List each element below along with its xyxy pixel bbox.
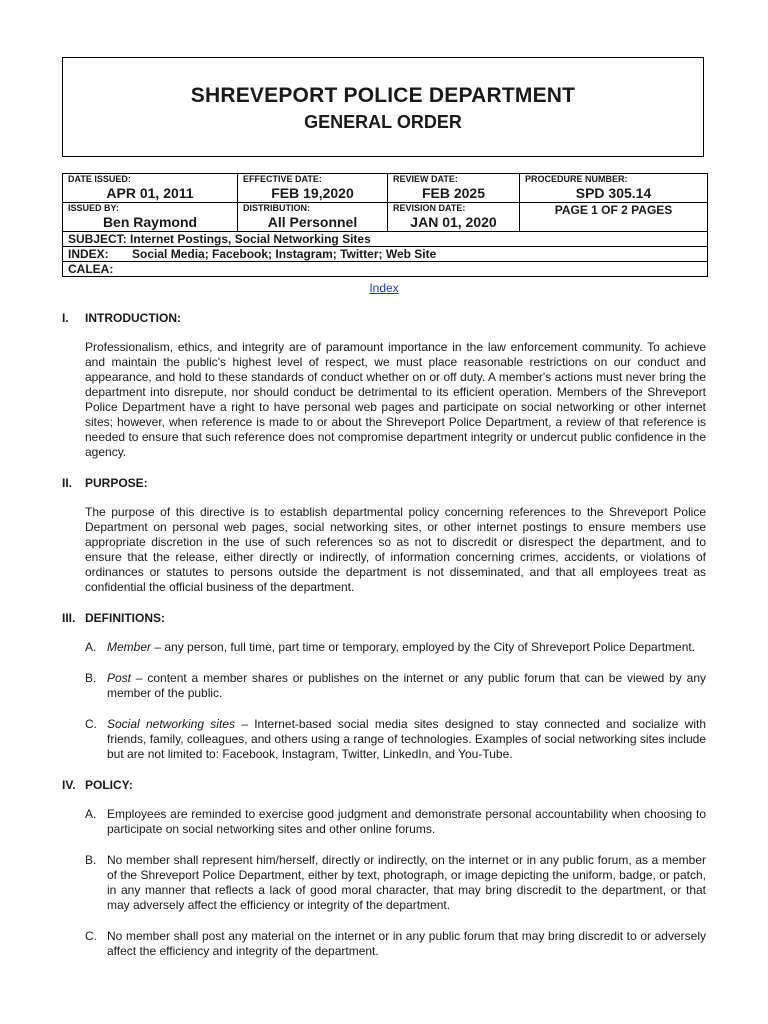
item-letter: A. <box>85 640 97 654</box>
document-body <box>62 311 706 975</box>
index-cell <box>63 247 708 262</box>
distribution-label: DISTRIBUTION: <box>243 203 310 213</box>
section-number: IV. <box>62 778 76 792</box>
date-issued-value: APR 01, 2011 <box>106 185 194 201</box>
item-letter: B. <box>85 853 97 867</box>
policy-item <box>85 807 706 837</box>
subject-value: Internet Postings, Social Networking Sites <box>130 232 371 246</box>
policy-text: No member shall represent him/herself, directly or indirectly, on the internet or in any public forum, as a member of the Shreveport Police Department, either by text, photograph, or image depicting the uniform, badge, or patch, in any manner that reflects a lack of good moral character, that may bring discredit to the department, or that may adversely affect the efficiency or integrity of the department. <box>107 853 706 912</box>
item-letter: A. <box>85 807 97 821</box>
date-issued-label: DATE ISSUED: <box>68 174 131 184</box>
calea-cell <box>63 262 708 277</box>
distribution-cell <box>238 203 388 232</box>
definition-item <box>85 640 706 655</box>
subject-cell <box>63 232 708 247</box>
item-letter: B. <box>85 671 97 685</box>
distribution-value: All Personnel <box>267 214 358 230</box>
document-type: GENERAL ORDER <box>304 112 462 132</box>
section-heading-definitions <box>62 611 706 626</box>
revision-date-value: JAN 01, 2020 <box>410 214 497 230</box>
date-issued-cell <box>63 174 238 203</box>
review-date-value: FEB 2025 <box>421 185 486 201</box>
meta-row-index <box>63 247 708 262</box>
review-date-label: REVIEW DATE: <box>393 174 458 184</box>
introduction-paragraph: Professionalism, ethics, and integrity are of paramount importance in the law enforcement community. To achieve and maintain the public's highest level of respect, we must place reasonable restrictions on our conduct and appearance, and hold to these standards of conduct whether on or off duty. A member's actions must never bring the department into disrepute, nor should conduct be detrimental to its efficient operation. Members of the Shreveport Police Department have a right to have personal web pages and participate on social networking or other internet sites; however, when reference is made to or about the Shreveport Police Department, a review of that reference is needed to ensure that such reference does not compromise department integrity or undercut public confidence in the agency. <box>85 340 706 459</box>
section-heading-purpose <box>62 476 706 491</box>
definition-text <box>107 640 706 655</box>
section-heading-policy <box>62 778 706 793</box>
policy-item <box>85 929 706 959</box>
department-title: SHREVEPORT POLICE DEPARTMENT <box>190 84 576 107</box>
definition-text <box>107 671 706 701</box>
procedure-number-cell <box>520 174 708 203</box>
meta-row-issuance <box>63 203 708 232</box>
policy-text: No member shall post any material on the internet or in any public forum that may bring discredit to or adversely affect the efficiency and integrity of the department. <box>107 929 706 958</box>
meta-row-dates <box>63 174 708 203</box>
definition-description: – Internet-based social media sites designed to stay connected and socialize with friends, family, colleagues, and others using a range of technologies. Examples of social networking sites include but are not limited to: Facebook, Instagram, Twitter, LinkedIn, and You-Tube. <box>107 717 706 761</box>
section-title: INTRODUCTION: <box>85 311 181 325</box>
revision-date-cell <box>388 203 520 232</box>
section-heading-introduction <box>62 311 706 326</box>
section-number: II. <box>62 476 73 490</box>
meta-row-calea <box>63 262 708 277</box>
index-label: INDEX: <box>68 247 109 261</box>
section-title: PURPOSE: <box>85 476 148 490</box>
definition-text <box>107 717 706 762</box>
meta-row-subject <box>63 232 708 247</box>
issued-by-label: ISSUED BY: <box>68 203 119 213</box>
index-link[interactable]: Index <box>369 281 399 295</box>
effective-date-label: EFFECTIVE DATE: <box>243 174 322 184</box>
purpose-paragraph: The purpose of this directive is to establish departmental policy concerning references to the Shreveport Police Department on personal web pages, social networking sites, or other internet postings to ensure members use appropriate discretion in the use of such references so as not to discredit or disrespect the department, and to ensure that the release, either directly or indirectly, of information concerning crimes, accidents, or violations of ordinances or statutes to persons outside the department is not disseminated, and that all employees treat as confidential the official business of the department. <box>85 505 706 594</box>
section-title: DEFINITIONS: <box>85 611 165 625</box>
policy-item <box>85 853 706 913</box>
definition-description: – any person, full time, part time or temporary, employed by the City of Shreveport Police Department. <box>151 640 696 654</box>
definition-item <box>85 671 706 701</box>
effective-date-cell <box>238 174 388 203</box>
effective-date-value: FEB 19,2020 <box>271 185 354 201</box>
title-box <box>62 57 704 157</box>
policy-text: Employees are reminded to exercise good judgment and demonstrate personal accountability when choosing to participate on social networking sites and other online forums. <box>107 807 706 836</box>
section-number: I. <box>62 311 69 325</box>
revision-date-label: REVISION DATE: <box>393 203 466 213</box>
issued-by-cell <box>63 203 238 232</box>
definition-description: – content a member shares or publishes on the internet or any public forum that can be viewed by any member of the public. <box>107 671 706 700</box>
procedure-number-label: PROCEDURE NUMBER: <box>525 174 628 184</box>
subject-label: SUBJECT: <box>68 232 127 246</box>
section-title: POLICY: <box>85 778 133 792</box>
item-letter: C. <box>85 717 97 731</box>
index-terms: Social Media; Facebook; Instagram; Twitter; Web Site <box>132 247 437 261</box>
definition-term: Member <box>107 640 152 654</box>
procedure-number-value: SPD 305.14 <box>575 185 652 201</box>
calea-label: CALEA: <box>68 262 114 276</box>
section-number: III. <box>62 611 76 625</box>
issued-by-value: Ben Raymond <box>102 214 198 230</box>
definition-term: Post <box>107 671 132 685</box>
page-count: PAGE 1 OF 2 PAGES <box>520 203 708 232</box>
order-metadata-table <box>62 173 708 277</box>
definition-item <box>85 717 706 762</box>
item-letter: C. <box>85 929 97 943</box>
definition-term: Social networking sites <box>107 717 235 731</box>
review-date-cell <box>388 174 520 203</box>
